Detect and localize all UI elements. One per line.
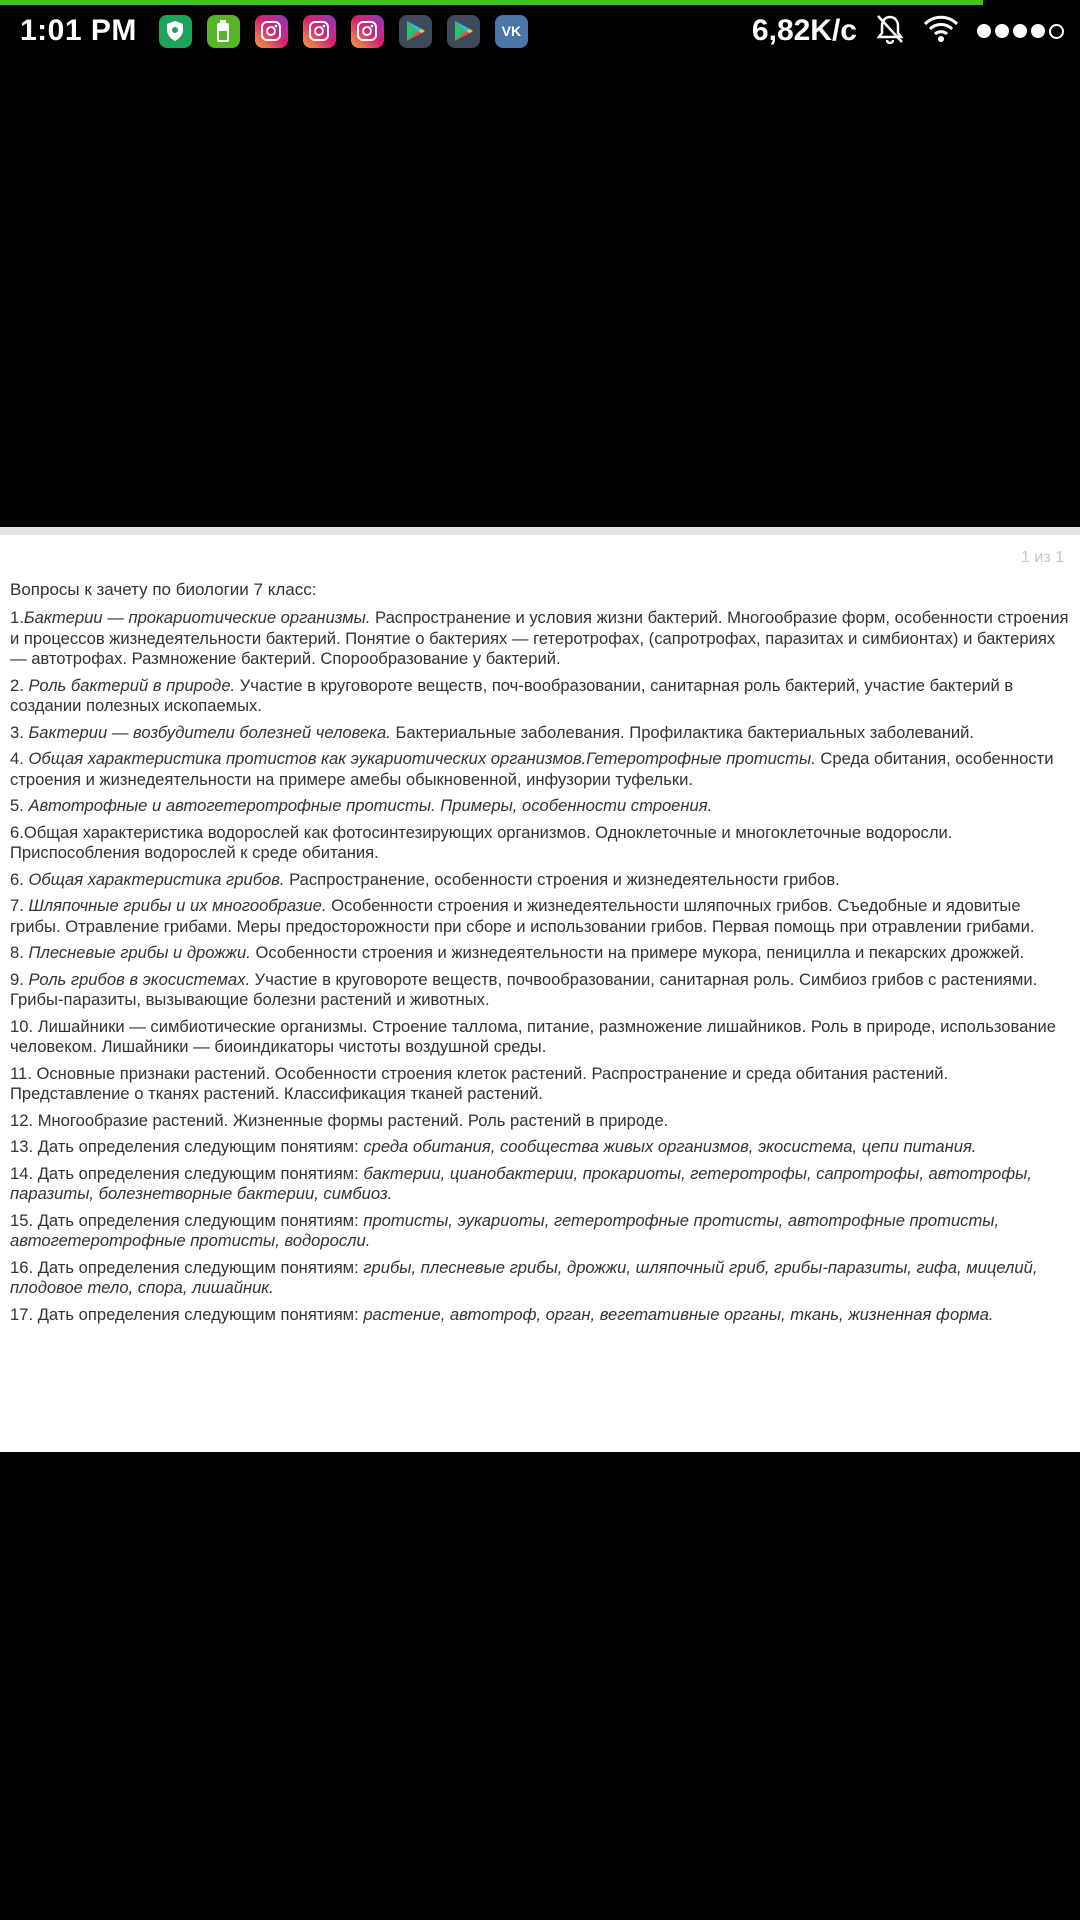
question-italic: Общая характеристика протистов как эукариотических организмов.Гетеротрофные протисты. — [28, 749, 816, 768]
question-num: 13. — [10, 1137, 38, 1156]
question-item — [10, 723, 1072, 744]
play-store-icon — [447, 15, 480, 48]
question-item — [10, 870, 1072, 891]
page-counter: 1 из 1 — [1021, 549, 1064, 566]
question-list — [10, 608, 1072, 1331]
question-item — [10, 823, 1072, 864]
question-item — [10, 1305, 1072, 1326]
question-num: 6. — [10, 869, 29, 889]
question-text: Участие в круговороте веществ, почвообразовании, санитарная роль. Симбиоз грибов с растениями. Грибы-паразиты, вызывающие болезни растений и животных. — [10, 969, 1038, 1009]
question-italic: Бактерии — возбудители болезней человека. — [28, 722, 391, 742]
question-item — [10, 1258, 1072, 1299]
question-text: Дать определения следующим понятиям: — [37, 1304, 364, 1324]
question-text: Участие в круговороте веществ, поч-вообразовании, санитарная роль бактерий, участие бактерий в создании полезных ископаемых. — [10, 675, 1014, 715]
question-text: Особенности строения и жизнедеятельности шляпочных грибов. Съедобные и ядовитые грибы. Отравление грибами. Меры предосторожности при сборе и использовании грибов. Первая помощь при отравлении грибами. — [10, 896, 1035, 936]
question-text: Дать определения следующим понятиям: — [37, 1137, 364, 1156]
instagram-icon — [351, 15, 384, 48]
question-num: 17. — [10, 1304, 38, 1324]
question-italic-after: протисты, эукариоты, гетеротрофные протисты, автотрофные протисты, автогетеротрофные протисты, водоросли. — [10, 1210, 1000, 1250]
question-text: Общая характеристика водорослей как фотосинтезирующих организмов. Одноклеточные и многоклеточные водоросли. Приспособления водорослей к среде обитания. — [10, 822, 953, 862]
play-store-icon — [399, 15, 432, 48]
notification-icons — [159, 15, 528, 48]
question-num: 6. — [10, 822, 24, 842]
vk-icon: VK — [495, 15, 528, 48]
question-italic-after: грибы, плесневые грибы, дрожжи, шляпочный гриб, грибы-паразиты, гифа, мицелий, плодовое тело, спора, лишайник. — [10, 1257, 1038, 1297]
question-num: 8. — [10, 943, 29, 962]
question-num: 15. — [10, 1210, 38, 1230]
question-text: Распространение и условия жизни бактерий. Многообразие форм, особенности строения и процессов жизнедеятельности бактерий. Понятие о бактериях — гетеротрофах, (сапротрофах, паразитах и симбионтах) и бактериях — автотрофах. Размножение бактерий. Спорообразование у бактерий. — [10, 608, 1069, 668]
question-italic-after: среда обитания, сообщества живых организмов, экосистема, цепи питания. — [363, 1137, 977, 1156]
question-italic: Роль грибов в экосистемах. — [28, 969, 251, 989]
question-num: 2. — [10, 675, 29, 695]
question-item — [10, 1164, 1072, 1205]
question-num: 9. — [10, 969, 29, 989]
question-num: 7. — [10, 896, 29, 915]
question-text: Многообразие растений. Жизненные формы растений. Роль растений в природе. — [37, 1110, 669, 1130]
shield-app-icon — [159, 15, 192, 48]
question-text: Среда обитания, особенности строения и жизнедеятельности на примере амебы обыкновенной, инфузории туфельки. — [10, 749, 1054, 789]
document-page[interactable] — [0, 527, 1080, 1452]
notifications-muted-icon — [875, 13, 905, 50]
question-text: Особенности строения и жизнедеятельности на примере мукора, пеницилла и пекарских дрожжей. — [250, 943, 1025, 962]
instagram-icon — [255, 15, 288, 48]
question-italic: Автотрофные и автогетеротрофные протисты. Примеры, особенности строения. — [28, 796, 713, 815]
wifi-icon — [923, 15, 959, 48]
question-num: 10. — [10, 1016, 38, 1036]
question-item — [10, 943, 1072, 964]
question-num: 14. — [10, 1163, 38, 1183]
question-italic: Шляпочные грибы и их многообразие. — [28, 896, 327, 915]
question-text: Бактериальные заболевания. Профилактика бактериальных заболеваний. — [390, 722, 975, 742]
question-item — [10, 676, 1072, 717]
question-text: Лишайники — симбиотические организмы. Строение таллома, питание, размножение лишайников. Роль в природе, использование человеком. Лишайники — биоиндикаторы чистоты воздушной среды. — [10, 1016, 1057, 1056]
instagram-icon — [303, 15, 336, 48]
question-italic: Плесневые грибы и дрожжи. — [28, 943, 251, 962]
question-num: 5. — [10, 796, 29, 815]
signal-strength-icon — [977, 24, 1064, 39]
battery-app-icon — [207, 15, 240, 48]
question-num: 3. — [10, 722, 29, 742]
question-item — [10, 896, 1072, 937]
question-text: Дать определения следующим понятиям: — [37, 1210, 364, 1230]
question-item — [10, 608, 1072, 670]
question-item — [10, 796, 1072, 817]
question-italic: Общая характеристика грибов. — [28, 869, 285, 889]
network-speed: 6,82K/c — [751, 14, 857, 47]
question-num: 12. — [10, 1110, 38, 1130]
question-item — [10, 1137, 1072, 1158]
question-italic: Роль бактерий в природе. — [28, 675, 236, 695]
question-text: Дать определения следующим понятиям: — [37, 1257, 364, 1277]
question-num: 4. — [10, 749, 29, 768]
question-item — [10, 1111, 1072, 1132]
question-item — [10, 970, 1072, 1011]
question-italic: Бактерии — прокариотические организмы. — [23, 608, 371, 627]
question-text: Основные признаки растений. Особенности строения клеток растений. Распространение и среда обитания растений. Представление о тканях растений. Классификация тканей растений. — [10, 1063, 949, 1103]
question-text: Распространение, особенности строения и жизнедеятельности грибов. — [284, 869, 840, 889]
question-italic-after: бактерии, цианобактерии, прокариоты, гетеротрофы, сапротрофы, автотрофы, паразиты, болезнетворные бактерии, симбиоз. — [10, 1163, 1032, 1203]
status-bar — [0, 5, 1080, 57]
question-num: 11. — [10, 1063, 37, 1083]
question-item — [10, 1017, 1072, 1058]
question-num: 16. — [10, 1257, 38, 1277]
question-italic-after: растение, автотроф, орган, вегетативные органы, ткань, жизненная форма. — [363, 1304, 994, 1324]
question-item — [10, 749, 1072, 790]
document-title: Вопросы к зачету по биологии 7 класс: — [10, 580, 317, 599]
question-num: 1. — [10, 608, 24, 627]
status-clock: 1:01 PM — [20, 14, 137, 47]
question-text: Дать определения следующим понятиям: — [37, 1163, 364, 1183]
question-item — [10, 1211, 1072, 1252]
question-item — [10, 1064, 1072, 1105]
